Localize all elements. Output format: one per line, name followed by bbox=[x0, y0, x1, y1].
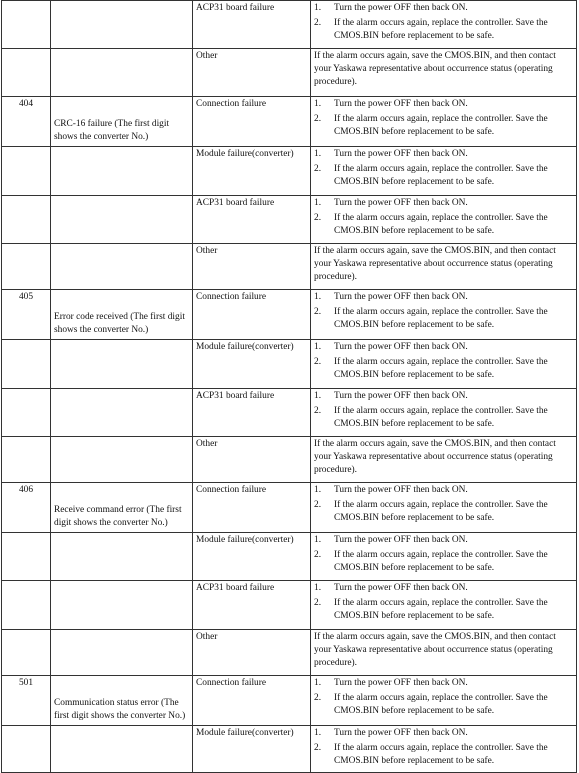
alarm-description-cell bbox=[51, 676, 193, 726]
step-number: 1. bbox=[314, 99, 322, 109]
table-row bbox=[2, 196, 577, 244]
step-number: 2. bbox=[314, 18, 322, 28]
remedy-cell bbox=[311, 196, 577, 244]
step-text: Turn the power OFF then back ON. bbox=[334, 535, 468, 545]
alarm-code-cell bbox=[2, 244, 51, 290]
cause-cell bbox=[193, 533, 311, 581]
cause-label: Connection failure bbox=[196, 99, 267, 109]
cause-label: ACP31 board failure bbox=[196, 391, 275, 401]
remedy-step bbox=[314, 2, 573, 15]
remedy-steps bbox=[314, 2, 573, 43]
remedy-cell bbox=[311, 676, 577, 726]
remedy-step bbox=[314, 405, 573, 431]
step-number: 2. bbox=[314, 307, 322, 317]
step-text: Turn the power OFF then back ON. bbox=[334, 485, 468, 495]
remedy-steps bbox=[314, 484, 573, 525]
alarm-description-cell bbox=[51, 533, 193, 581]
step-number: 1. bbox=[314, 728, 322, 738]
alarm-code-cell bbox=[2, 676, 51, 726]
cause-label: Connection failure bbox=[196, 485, 267, 495]
step-number: 1. bbox=[314, 149, 322, 159]
cause-label: Other bbox=[196, 51, 218, 61]
remedy-steps bbox=[314, 677, 573, 718]
remedy-step bbox=[314, 212, 573, 238]
step-text: Turn the power OFF then back ON. bbox=[334, 198, 468, 208]
cause-label: ACP31 board failure bbox=[196, 3, 275, 13]
cause-label: Other bbox=[196, 246, 218, 256]
alarm-code-cell bbox=[2, 581, 51, 630]
table-row bbox=[2, 630, 577, 676]
table-row bbox=[2, 290, 577, 340]
remedy-cell bbox=[311, 49, 577, 97]
alarm-description: Receive command error (The first digit shows the converter No.) bbox=[54, 505, 182, 528]
table-row bbox=[2, 244, 577, 290]
cause-label: Module failure(converter) bbox=[196, 535, 294, 545]
remedy-cell bbox=[311, 340, 577, 389]
remedy-step bbox=[314, 291, 573, 304]
step-text: If the alarm occurs again, replace the controller. Save the CMOS.BIN before replacement to be safe. bbox=[334, 598, 548, 621]
alarm-code-cell bbox=[2, 1, 51, 49]
alarm-description-cell bbox=[51, 483, 193, 533]
remedy-step bbox=[314, 582, 573, 595]
step-text: Turn the power OFF then back ON. bbox=[334, 391, 468, 401]
remedy-cell bbox=[311, 533, 577, 581]
step-number: 2. bbox=[314, 164, 322, 174]
remedy-cell bbox=[311, 147, 577, 196]
cause-cell bbox=[193, 290, 311, 340]
step-number: 2. bbox=[314, 500, 322, 510]
step-text: If the alarm occurs again, replace the controller. Save the CMOS.BIN before replacement to be safe. bbox=[334, 114, 548, 137]
alarm-description-cell bbox=[51, 581, 193, 630]
step-number: 2. bbox=[314, 550, 322, 560]
remedy-cell bbox=[311, 483, 577, 533]
step-number: 1. bbox=[314, 391, 322, 401]
alarm-code-cell bbox=[2, 630, 51, 676]
remedy-steps bbox=[314, 534, 573, 575]
remedy-steps bbox=[314, 98, 573, 139]
remedy-step bbox=[314, 341, 573, 354]
table-row bbox=[2, 533, 577, 581]
remedy-steps bbox=[314, 148, 573, 189]
remedy-cell bbox=[311, 726, 577, 773]
step-text: Turn the power OFF then back ON. bbox=[334, 99, 468, 109]
step-text: If the alarm occurs again, replace the controller. Save the CMOS.BIN before replacement to be safe. bbox=[334, 693, 548, 716]
table-row bbox=[2, 97, 577, 147]
cause-label: Connection failure bbox=[196, 292, 267, 302]
step-number: 2. bbox=[314, 743, 322, 753]
remedy-steps bbox=[314, 582, 573, 623]
step-text: Turn the power OFF then back ON. bbox=[334, 292, 468, 302]
cause-label: Other bbox=[196, 632, 218, 642]
alarm-code-cell bbox=[2, 196, 51, 244]
alarm-code-cell bbox=[2, 726, 51, 773]
table-row bbox=[2, 726, 577, 773]
cause-cell bbox=[193, 1, 311, 49]
cause-label: Module failure(converter) bbox=[196, 149, 294, 159]
step-text: Turn the power OFF then back ON. bbox=[334, 342, 468, 352]
remedy-step bbox=[314, 390, 573, 403]
remedy-cell bbox=[311, 389, 577, 437]
alarm-code: 404 bbox=[18, 99, 34, 109]
alarm-description-cell bbox=[51, 244, 193, 290]
remedy-step bbox=[314, 98, 573, 111]
step-number: 1. bbox=[314, 342, 322, 352]
step-number: 2. bbox=[314, 213, 322, 223]
alarm-code: 501 bbox=[18, 678, 34, 688]
remedy-step bbox=[314, 163, 573, 189]
remedy-step bbox=[314, 727, 573, 740]
remedy-steps bbox=[314, 291, 573, 332]
alarm-description-cell bbox=[51, 389, 193, 437]
step-number: 1. bbox=[314, 292, 322, 302]
alarm-description-cell bbox=[51, 290, 193, 340]
cause-label: Module failure(converter) bbox=[196, 342, 294, 352]
remedy-step bbox=[314, 17, 573, 43]
alarm-description-cell bbox=[51, 49, 193, 97]
step-text: Turn the power OFF then back ON. bbox=[334, 728, 468, 738]
step-text: If the alarm occurs again, replace the controller. Save the CMOS.BIN before replacement to be safe. bbox=[334, 164, 548, 187]
remedy-cell bbox=[311, 244, 577, 290]
remedy-cell bbox=[311, 97, 577, 147]
step-number: 1. bbox=[314, 583, 322, 593]
remedy-cell bbox=[311, 630, 577, 676]
remedy-step bbox=[314, 499, 573, 525]
alarm-code-cell bbox=[2, 49, 51, 97]
remedy-step bbox=[314, 677, 573, 690]
cause-label: Module failure(converter) bbox=[196, 728, 294, 738]
remedy-cell bbox=[311, 1, 577, 49]
cause-cell bbox=[193, 437, 311, 483]
remedy-step bbox=[314, 692, 573, 718]
alarm-description-cell bbox=[51, 1, 193, 49]
remedy-step bbox=[314, 113, 573, 139]
remedy-steps bbox=[314, 341, 573, 382]
cause-label: Other bbox=[196, 439, 218, 449]
step-text: Turn the power OFF then back ON. bbox=[334, 149, 468, 159]
table-row bbox=[2, 49, 577, 97]
alarm-description-cell bbox=[51, 726, 193, 773]
table-row bbox=[2, 437, 577, 483]
table-row bbox=[2, 389, 577, 437]
alarm-code: 406 bbox=[18, 485, 34, 495]
alarm-code-cell bbox=[2, 533, 51, 581]
cause-cell bbox=[193, 97, 311, 147]
remedy-step bbox=[314, 306, 573, 332]
step-text: If the alarm occurs again, replace the controller. Save the CMOS.BIN before replacement to be safe. bbox=[334, 357, 548, 380]
step-text: If the alarm occurs again, replace the controller. Save the CMOS.BIN before replacement to be safe. bbox=[334, 550, 548, 573]
step-number: 2. bbox=[314, 357, 322, 367]
remedy-step bbox=[314, 197, 573, 210]
remedy-step bbox=[314, 549, 573, 575]
cause-cell bbox=[193, 340, 311, 389]
cause-cell bbox=[193, 244, 311, 290]
remedy-text: If the alarm occurs again, save the CMOS.BIN, and then contact your Yaskawa representative about occurrence status (operating procedure). bbox=[314, 246, 556, 282]
remedy-step bbox=[314, 148, 573, 161]
cause-cell bbox=[193, 49, 311, 97]
alarm-description: Error code received (The first digit shows the converter No.) bbox=[54, 312, 185, 335]
cause-cell bbox=[193, 726, 311, 773]
alarm-code-cell bbox=[2, 340, 51, 389]
cause-cell bbox=[193, 483, 311, 533]
remedy-text: If the alarm occurs again, save the CMOS.BIN, and then contact your Yaskawa representative about occurrence status (operating procedure). bbox=[314, 51, 556, 87]
remedy-steps bbox=[314, 197, 573, 238]
alarm-description-cell bbox=[51, 437, 193, 483]
remedy-step bbox=[314, 484, 573, 497]
remedy-cell bbox=[311, 290, 577, 340]
table-row bbox=[2, 147, 577, 196]
step-text: If the alarm occurs again, replace the controller. Save the CMOS.BIN before replacement to be safe. bbox=[334, 743, 548, 766]
remedy-step bbox=[314, 356, 573, 382]
remedy-text: If the alarm occurs again, save the CMOS.BIN, and then contact your Yaskawa representative about occurrence status (operating procedure). bbox=[314, 439, 556, 475]
step-text: If the alarm occurs again, replace the controller. Save the CMOS.BIN before replacement to be safe. bbox=[334, 406, 548, 429]
alarm-description-cell bbox=[51, 630, 193, 676]
alarm-code: 405 bbox=[18, 292, 34, 302]
step-number: 1. bbox=[314, 485, 322, 495]
remedy-steps bbox=[314, 390, 573, 431]
alarm-table-body bbox=[2, 1, 577, 773]
step-number: 1. bbox=[314, 678, 322, 688]
cause-cell bbox=[193, 147, 311, 196]
step-number: 2. bbox=[314, 114, 322, 124]
cause-cell bbox=[193, 581, 311, 630]
step-text: Turn the power OFF then back ON. bbox=[334, 583, 468, 593]
table-row bbox=[2, 340, 577, 389]
remedy-cell bbox=[311, 581, 577, 630]
cause-label: ACP31 board failure bbox=[196, 583, 275, 593]
step-text: If the alarm occurs again, replace the controller. Save the CMOS.BIN before replacement to be safe. bbox=[334, 18, 548, 41]
cause-cell bbox=[193, 676, 311, 726]
step-number: 1. bbox=[314, 3, 322, 13]
table-row bbox=[2, 1, 577, 49]
alarm-description: Communication status error (The first digit shows the converter No.) bbox=[54, 698, 186, 721]
alarm-code-cell bbox=[2, 97, 51, 147]
remedy-step bbox=[314, 597, 573, 623]
step-number: 2. bbox=[314, 693, 322, 703]
cause-cell bbox=[193, 630, 311, 676]
alarm-code-cell bbox=[2, 437, 51, 483]
remedy-steps bbox=[314, 727, 573, 768]
alarm-description-cell bbox=[51, 147, 193, 196]
table-row bbox=[2, 676, 577, 726]
cause-cell bbox=[193, 389, 311, 437]
table-row bbox=[2, 483, 577, 533]
step-number: 2. bbox=[314, 406, 322, 416]
step-text: Turn the power OFF then back ON. bbox=[334, 678, 468, 688]
step-text: If the alarm occurs again, replace the controller. Save the CMOS.BIN before replacement to be safe. bbox=[334, 213, 548, 236]
cause-cell bbox=[193, 196, 311, 244]
remedy-step bbox=[314, 534, 573, 547]
step-text: Turn the power OFF then back ON. bbox=[334, 3, 468, 13]
step-text: If the alarm occurs again, replace the controller. Save the CMOS.BIN before replacement to be safe. bbox=[334, 500, 548, 523]
table-row bbox=[2, 581, 577, 630]
step-number: 1. bbox=[314, 535, 322, 545]
step-text: If the alarm occurs again, replace the controller. Save the CMOS.BIN before replacement to be safe. bbox=[334, 307, 548, 330]
remedy-step bbox=[314, 742, 573, 768]
remedy-cell bbox=[311, 437, 577, 483]
alarm-code-cell bbox=[2, 290, 51, 340]
cause-label: Connection failure bbox=[196, 678, 267, 688]
alarm-description: CRC-16 failure (The first digit shows the converter No.) bbox=[54, 119, 170, 142]
alarm-code-cell bbox=[2, 483, 51, 533]
alarm-table bbox=[1, 0, 577, 773]
alarm-code-cell bbox=[2, 389, 51, 437]
alarm-description-cell bbox=[51, 196, 193, 244]
step-number: 1. bbox=[314, 198, 322, 208]
cause-label: ACP31 board failure bbox=[196, 198, 275, 208]
alarm-description-cell bbox=[51, 340, 193, 389]
alarm-description-cell bbox=[51, 97, 193, 147]
alarm-code-cell bbox=[2, 147, 51, 196]
remedy-text: If the alarm occurs again, save the CMOS.BIN, and then contact your Yaskawa representative about occurrence status (operating procedure). bbox=[314, 632, 556, 668]
step-number: 2. bbox=[314, 598, 322, 608]
